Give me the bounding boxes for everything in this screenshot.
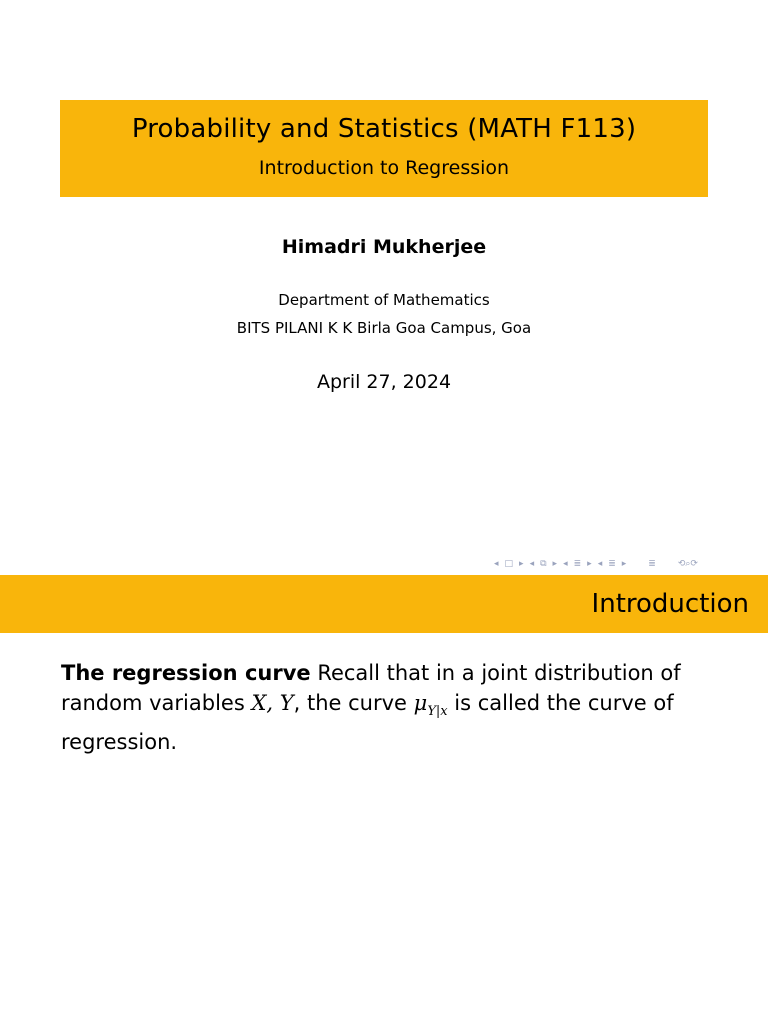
bold-lead: The regression curve	[61, 661, 311, 685]
presentation-date: April 27, 2024	[316, 371, 452, 393]
nav-prev-frame-icon[interactable]: ◂	[494, 559, 499, 569]
nav-section-icon[interactable]: ≣	[573, 559, 582, 569]
math-xy: X, Y	[251, 691, 294, 715]
nav-prev-subsection-icon[interactable]: ◂	[529, 559, 535, 569]
frame-title: Introduction	[591, 589, 749, 619]
nav-prev-section-icon[interactable]: ◂	[563, 559, 568, 569]
nav-next-subsection-icon[interactable]: ▸	[552, 559, 558, 569]
nav-frame-icon[interactable]: □	[504, 559, 514, 569]
nav-next-frame-icon[interactable]: ▸	[519, 559, 524, 569]
author-name: Himadri Mukherjee	[281, 236, 487, 258]
nav-doc-icon[interactable]: ≣	[608, 559, 616, 569]
nav-subsection-icon[interactable]: ⧉	[540, 559, 547, 569]
presentation-subtitle: Introduction to Regression	[258, 157, 510, 179]
beamer-navigation-bar	[494, 555, 698, 573]
regression-paragraph	[61, 658, 731, 757]
department: Department of Mathematics	[278, 291, 490, 309]
content-slide	[0, 575, 768, 1024]
nav-appendix-icon[interactable]: ≣	[648, 559, 656, 569]
frame-title-banner	[0, 575, 768, 633]
text-part-1: Recall that in a joint distribution of random variables	[61, 661, 681, 715]
nav-next-section-icon[interactable]: ▸	[587, 559, 592, 569]
math-mu-subscript: Y|x	[427, 704, 448, 719]
presentation-title: Probability and Statistics (MATH F113)	[131, 114, 637, 144]
math-mu: μ	[413, 691, 428, 715]
text-part-2: , the curve	[293, 691, 414, 715]
nav-search-icon[interactable]: ⟲⌕⟳	[677, 559, 698, 569]
text-part-3: is called the curve of regression.	[61, 691, 674, 754]
institution: BITS PILANI K K Birla Goa Campus, Goa	[236, 319, 532, 337]
nav-prev-doc-icon[interactable]: ◂	[597, 559, 603, 569]
nav-next-doc-icon[interactable]: ▸	[621, 559, 627, 569]
